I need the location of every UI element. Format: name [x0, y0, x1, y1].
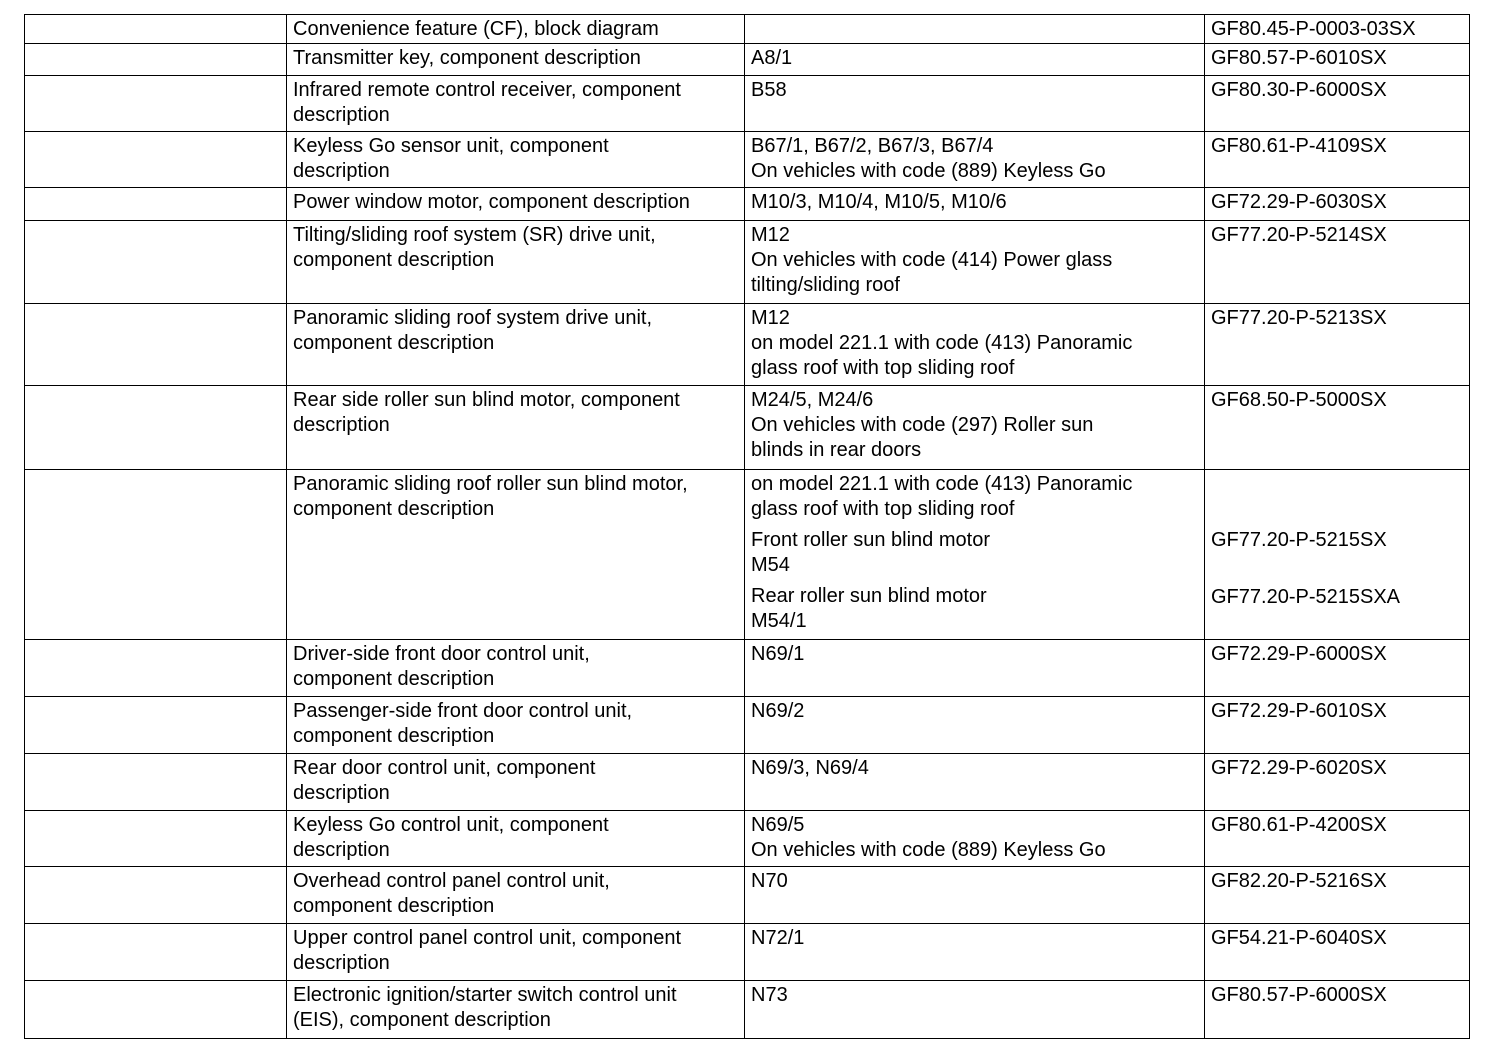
document-link[interactable]: GF80.61-P-4200SX [1211, 814, 1387, 836]
description-text: Rear side roller sun blind motor, component [293, 389, 680, 411]
component-note: On vehicles with code (297) Roller sun [751, 414, 1094, 436]
component-note: glass roof with top sliding roof [751, 498, 1015, 520]
component-code: N70 [751, 870, 788, 892]
description-text: Transmitter key, component description [293, 47, 641, 69]
description-text: Infrared remote control receiver, component [293, 79, 681, 101]
description-text: Overhead control panel control unit, [293, 870, 610, 892]
description-text: component description [293, 668, 495, 690]
table-row [25, 924, 1470, 981]
component-label: Rear roller sun blind motor [751, 585, 987, 607]
description-text: description [293, 952, 390, 974]
component-cell [745, 754, 1205, 811]
blank-cell [25, 867, 287, 924]
description-cell [287, 304, 745, 386]
blank-cell [25, 44, 287, 76]
component-cell [745, 44, 1205, 76]
blank-cell [25, 132, 287, 188]
component-label: Front roller sun blind motor [751, 529, 990, 551]
document-cell [1205, 924, 1470, 981]
document-cell [1205, 470, 1470, 640]
description-text: (EIS), component description [293, 1009, 551, 1031]
document-link[interactable]: GF80.61-P-4109SX [1211, 135, 1387, 157]
document-link[interactable]: GF80.57-P-6010SX [1211, 47, 1387, 69]
description-text: description [293, 160, 390, 182]
document-cell [1205, 640, 1470, 697]
blank-cell [25, 981, 287, 1039]
spacer [1211, 553, 1463, 585]
component-code: M24/5, M24/6 [751, 389, 874, 411]
table-row [25, 188, 1470, 221]
description-text: Driver-side front door control unit, [293, 643, 590, 665]
description-cell [287, 15, 745, 44]
blank-cell [25, 754, 287, 811]
description-text: Tilting/sliding roof system (SR) drive unit, [293, 224, 656, 246]
component-code: N69/2 [751, 700, 805, 722]
description-text: component description [293, 498, 495, 520]
component-note: On vehicles with code (414) Power glass [751, 249, 1113, 271]
table-row [25, 981, 1470, 1039]
table-row [25, 15, 1470, 44]
component-cell [745, 304, 1205, 386]
document-cell [1205, 44, 1470, 76]
document-cell [1205, 188, 1470, 221]
description-text: component description [293, 895, 495, 917]
component-code: N69/1 [751, 643, 805, 665]
component-code: M54/1 [751, 610, 807, 632]
document-link[interactable]: GF72.29-P-6030SX [1211, 191, 1387, 213]
description-text: Keyless Go sensor unit, component [293, 135, 609, 157]
document-cell [1205, 811, 1470, 867]
table-row [25, 811, 1470, 867]
document-cell [1205, 981, 1470, 1039]
description-text: Rear door control unit, component [293, 757, 596, 779]
document-link[interactable]: GF77.20-P-5214SX [1211, 224, 1387, 246]
description-cell [287, 867, 745, 924]
table-row [25, 697, 1470, 754]
description-text: Passenger-side front door control unit, [293, 700, 633, 722]
component-note: blinds in rear doors [751, 439, 922, 461]
description-text: description [293, 839, 390, 861]
component-note: on model 221.1 with code (413) Panoramic [751, 332, 1133, 354]
blank-cell [25, 188, 287, 221]
table-row [25, 386, 1470, 470]
description-text: description [293, 104, 390, 126]
description-cell [287, 76, 745, 132]
document-cell [1205, 132, 1470, 188]
description-cell [287, 754, 745, 811]
document-cell [1205, 386, 1470, 470]
table-row [25, 754, 1470, 811]
description-text: Electronic ignition/starter switch control unit [293, 984, 677, 1006]
component-cell [745, 470, 1205, 640]
component-note: glass roof with top sliding roof [751, 357, 1015, 379]
table-row [25, 640, 1470, 697]
table-row [25, 470, 1470, 640]
document-link[interactable]: GF77.20-P-5215SXA [1211, 586, 1400, 608]
document-link[interactable]: GF72.29-P-6020SX [1211, 757, 1387, 779]
blank-cell [25, 15, 287, 44]
blank-cell [25, 304, 287, 386]
component-note: tilting/sliding roof [751, 274, 900, 296]
component-code: M54 [751, 554, 790, 576]
component-cell [745, 924, 1205, 981]
description-cell [287, 44, 745, 76]
component-cell [745, 15, 1205, 44]
component-cell [745, 221, 1205, 304]
document-cell [1205, 221, 1470, 304]
document-link[interactable]: GF72.29-P-6010SX [1211, 700, 1387, 722]
description-cell [287, 132, 745, 188]
description-cell [287, 924, 745, 981]
component-cell [745, 76, 1205, 132]
component-note: On vehicles with code (889) Keyless Go [751, 160, 1106, 182]
table-row [25, 76, 1470, 132]
description-text: Upper control panel control unit, component [293, 927, 682, 949]
blank-cell [25, 221, 287, 304]
component-code: B67/1, B67/2, B67/3, B67/4 [751, 135, 994, 157]
component-cell [745, 188, 1205, 221]
spacer [1211, 472, 1463, 528]
reference-table [24, 14, 1470, 1039]
blank-cell [25, 924, 287, 981]
description-text: Keyless Go control unit, component [293, 814, 609, 836]
description-text: Power window motor, component description [293, 191, 690, 213]
component-code: N69/3, N69/4 [751, 757, 869, 779]
document-link[interactable]: GF68.50-P-5000SX [1211, 389, 1387, 411]
document-link[interactable]: GF72.29-P-6000SX [1211, 643, 1387, 665]
description-text: component description [293, 249, 495, 271]
description-cell [287, 640, 745, 697]
document-link[interactable]: GF54.21-P-6040SX [1211, 927, 1387, 949]
description-cell [287, 981, 745, 1039]
blank-cell [25, 640, 287, 697]
description-cell [287, 697, 745, 754]
document-cell [1205, 754, 1470, 811]
component-code: N69/5 [751, 814, 805, 836]
component-cell [745, 867, 1205, 924]
description-cell [287, 221, 745, 304]
description-cell [287, 470, 745, 640]
component-code: M10/3, M10/4, M10/5, M10/6 [751, 191, 1007, 213]
document-link[interactable]: GF80.30-P-6000SX [1211, 79, 1387, 101]
description-text: description [293, 782, 390, 804]
document-link[interactable]: GF77.20-P-5215SX [1211, 529, 1387, 551]
description-text: Convenience feature (CF), block diagram [293, 18, 659, 40]
document-cell [1205, 15, 1470, 44]
table-row [25, 867, 1470, 924]
component-cell [745, 132, 1205, 188]
table-row [25, 304, 1470, 386]
blank-cell [25, 697, 287, 754]
component-code: N73 [751, 984, 788, 1006]
document-link[interactable]: GF80.57-P-6000SX [1211, 984, 1387, 1006]
component-code: M12 [751, 307, 790, 329]
description-cell [287, 811, 745, 867]
description-text: Panoramic sliding roof roller sun blind motor, [293, 473, 688, 495]
document-cell [1205, 867, 1470, 924]
component-note: on model 221.1 with code (413) Panoramic [751, 473, 1133, 495]
component-cell [745, 811, 1205, 867]
component-code: B58 [751, 79, 787, 101]
component-code: A8/1 [751, 47, 793, 69]
description-text: component description [293, 725, 495, 747]
table-row [25, 44, 1470, 76]
component-cell [745, 386, 1205, 470]
component-note: On vehicles with code (889) Keyless Go [751, 839, 1106, 861]
document-link[interactable]: GF82.20-P-5216SX [1211, 870, 1387, 892]
blank-cell [25, 811, 287, 867]
description-text: component description [293, 332, 495, 354]
blank-cell [25, 386, 287, 470]
document-link[interactable]: GF80.45-P-0003-03SX [1211, 18, 1416, 40]
description-cell [287, 386, 745, 470]
document-cell [1205, 76, 1470, 132]
document-cell [1205, 304, 1470, 386]
description-text: Panoramic sliding roof system drive unit, [293, 307, 653, 329]
blank-cell [25, 76, 287, 132]
document-cell [1205, 697, 1470, 754]
component-code: M12 [751, 224, 790, 246]
description-cell [287, 188, 745, 221]
component-cell [745, 640, 1205, 697]
component-cell [745, 697, 1205, 754]
component-cell [745, 981, 1205, 1039]
description-text: description [293, 414, 390, 436]
blank-cell [25, 470, 287, 640]
table-row [25, 132, 1470, 188]
component-code: N72/1 [751, 927, 805, 949]
table-row [25, 221, 1470, 304]
document-link[interactable]: GF77.20-P-5213SX [1211, 307, 1387, 329]
